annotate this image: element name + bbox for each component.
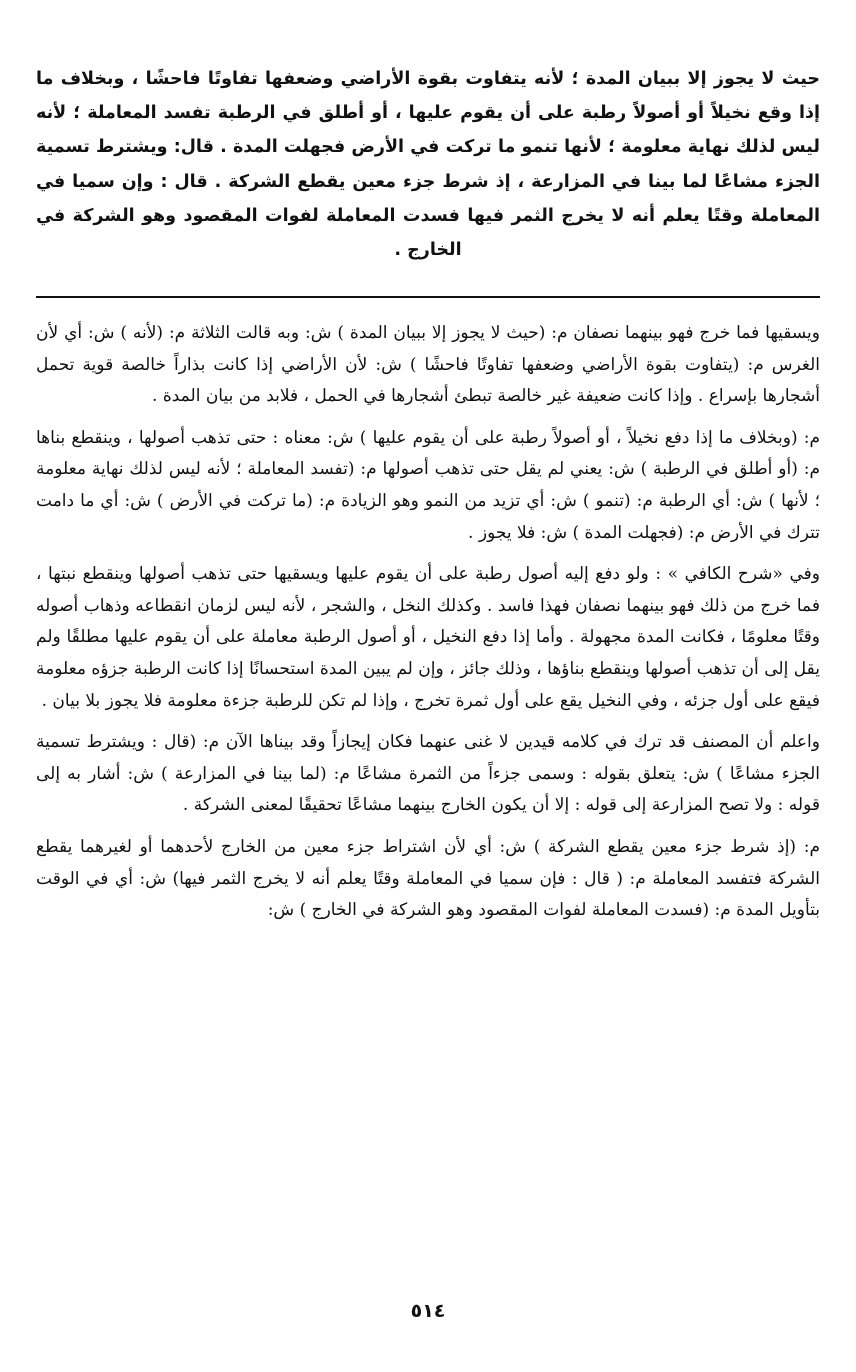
commentary-block (36, 318, 820, 937)
commentary-paragraph: ويسقيها فما خرج فهو بينهما نصفان م: (حيث لا يجوز إلا ببيان المدة ) ش: وبه قالت الثلاثة م: (لأنه ) ش: أي لأن الغرس م: (يتفاوت بقوة الأراضي وضعفها تفاوتًا فاحشًا ) ش: لأن الأراضي إذا كانت بذاراً خالصة قوية تحمل أشجارها بإسراع . وإذا كانت ضعيفة غير خالصة تبطئ أشجارها في الحمل ، فلابد من بيان المدة . (36, 323, 820, 407)
commentary-paragraph: م: (إذ شرط جزء معين يقطع الشركة ) ش: أي لأن اشتراط جزء معين من الخارج لأحدهما أو لغيرهما يقطع الشركة فتفسد المعاملة م: ( قال : فإن سميا في المعاملة وقتًا يعلم أنه لا يخرج الثمر فيها) ش: أي في الوقت بتأويل المدة م: (فسدت المعاملة لفوات المقصود وهو الشركة في الخارج ) ش: (36, 836, 820, 921)
separator-rule (36, 296, 820, 298)
page-number: ٥١٤ (410, 1300, 446, 1322)
commentary-paragraph: م: (وبخلاف ما إذا دفع نخيلاً ، أو أصولاً رطبة على أن يقوم عليها ) ش: معناه : حتى تذهب أصولها ، وينقطع بناها م: (أو أطلق في الرطبة ) ش: يعني لم يقل حتى تذهب أصولها م: (تفسد المعاملة ؛ لأنه ليس لذلك نهاية معلومة ؛ لأنها ) ش: أي الرطبة م: (تنمو ) ش: أي تزيد من النمو وهو الزيادة م: (ما تركت في الأرض ) ش: أي ما دامت تترك في الأرض م: (فجهلت المدة ) ش: فلا يجوز . (36, 427, 820, 543)
commentary-paragraph: واعلم أن المصنف قد ترك في كلامه قيدين لا غنى عنهما فكان إيجازاً وقد بيناها الآن م: (قال : ويشترط تسمية الجزء مشاعًا ) ش: يتعلق بقوله : وسمى جزءاً من الثمرة مشاعًا م: (لما بينا في المزارعة ) ش: أشار به إلى قوله : ولا تصح المزارعة إلى قوله : إلا أن يكون الخارج بينهما مشاعًا تحقيقًا لمعنى الشركة . (36, 732, 820, 816)
main-text-block (36, 62, 820, 267)
main-text: حيث لا يجوز إلا ببيان المدة ؛ لأنه يتفاوت بقوة الأراضي وضعفها تفاوتًا فاحشًا ، وبخلاف ما إذا وقع نخيلاً أو أصولاً رطبة على أن يقوم عليها ، أو أطلق في الرطبة تفسد المعاملة ؛ لأنه ليس لذلك نهاية معلومة ؛ لأنها تنمو ما تركت في الأرض فجهلت المدة . قال: ويشترط تسمية الجزء مشاعًا لما بينا في المزارعة ، إذ شرط جزء معين يقطع الشركة . قال : وإن سميا في المعاملة وقتًا يعلم أنه لا يخرج الثمر فيها فسدت المعاملة لفوات المقصود وهو الشركة في الخارج . (36, 69, 820, 261)
commentary-paragraph: وفي «شرح الكافي » : ولو دفع إليه أصول رطبة على أن يقوم عليها ويسقيها حتى تذهب أصولها وينقطع نبتها ، فما خرج من ذلك فهو بينهما نصفان فهذا فاسد . وكذلك النخل ، والشجر ، لأنه ليس لزمان انقطاعه وذهاب أصوله وقتًا معلومًا ، فكانت المدة مجهولة . وأما إذا دفع النخيل ، أو أصول الرطبة معاملة على أن يقوم عليها مطلقًا ولم يقل إلى أن تذهب أصولها وينقطع بناؤها ، وذلك جائز ، وإن لم يبين المدة استحسانًا إذا كانت الرطبة جزؤه معلومة فيقع على أول جزئه ، وفي النخيل يقع على أول ثمرة تخرج ، وإذا لم تكن للرطبة جزءة معلومة فلا يجوز بلا بيان . (36, 564, 820, 711)
